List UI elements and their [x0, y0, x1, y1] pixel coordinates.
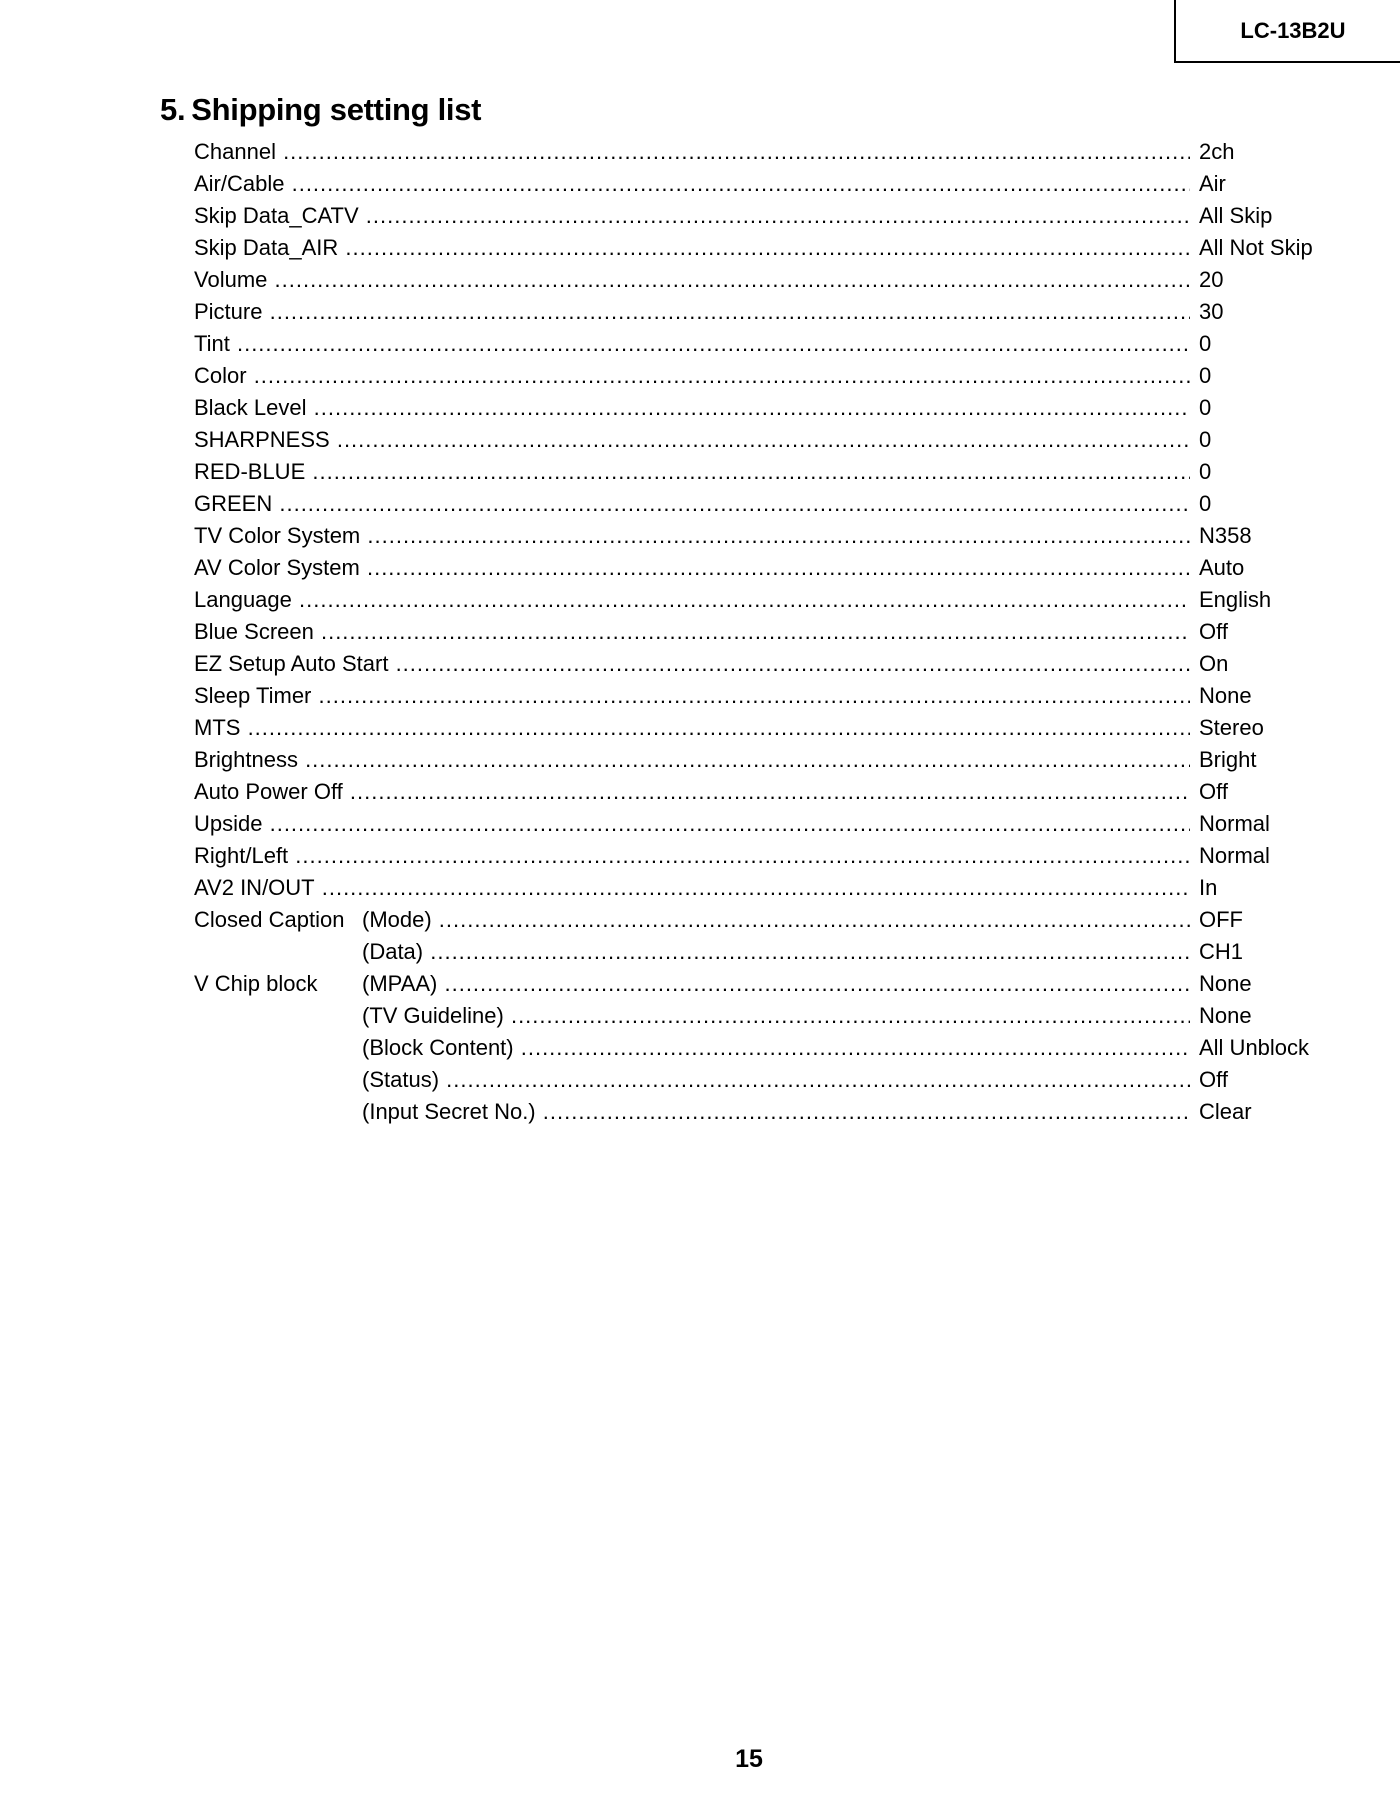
setting-value: All Skip [1199, 203, 1273, 228]
v-chip-sub-label: (Block Content) [362, 1035, 514, 1060]
setting-label: Language [194, 587, 292, 612]
setting-row [194, 840, 1324, 872]
setting-value: Auto [1199, 555, 1245, 580]
setting-row [194, 680, 1324, 712]
setting-label: Blue Screen [194, 619, 314, 644]
setting-label: GREEN [194, 491, 273, 516]
v-chip-row [194, 968, 1324, 1000]
setting-value: Air [1199, 171, 1226, 196]
setting-row [194, 488, 1324, 520]
setting-value: Stereo [1199, 715, 1264, 740]
setting-label: Picture [194, 299, 263, 324]
setting-label: Upside [194, 811, 263, 836]
setting-row [194, 616, 1324, 648]
setting-label: Auto Power Off [194, 779, 343, 804]
v-chip-value: None [1199, 1003, 1252, 1028]
setting-row [194, 648, 1324, 680]
setting-value: Normal [1199, 843, 1270, 868]
setting-value: N358 [1199, 523, 1252, 548]
setting-label: MTS [194, 715, 241, 740]
v-chip-value: None [1199, 971, 1252, 996]
section-title-text: Shipping setting list [191, 92, 482, 127]
setting-label: Air/Cable [194, 171, 285, 196]
setting-value: 0 [1199, 459, 1212, 484]
closed-caption-group-label: Closed Caption [194, 904, 344, 936]
setting-label: Color [194, 363, 247, 388]
setting-label: Right/Left [194, 843, 289, 868]
setting-row [194, 776, 1324, 808]
v-chip-value: All Unblock [1199, 1035, 1310, 1060]
setting-label: Sleep Timer [194, 683, 312, 708]
setting-label: Volume [194, 267, 268, 292]
v-chip-sub-label: (Input Secret No.) [362, 1099, 536, 1124]
v-chip-row [194, 1000, 1324, 1032]
setting-row [194, 200, 1324, 232]
setting-row [194, 168, 1324, 200]
section-title [160, 92, 481, 128]
page-number: 15 [735, 1745, 763, 1773]
setting-value: All Not Skip [1199, 235, 1313, 260]
setting-value: None [1199, 683, 1252, 708]
setting-value: Off [1199, 619, 1228, 644]
setting-row [194, 808, 1324, 840]
closed-caption-sub-label: (Data) [362, 939, 424, 964]
closed-caption-row [194, 936, 1324, 968]
setting-label: AV Color System [194, 555, 360, 580]
setting-row [194, 744, 1324, 776]
settings-list [194, 136, 1324, 1128]
setting-label: RED-BLUE [194, 459, 306, 484]
closed-caption-value: OFF [1199, 907, 1243, 932]
setting-label: Channel [194, 139, 276, 164]
v-chip-row [194, 1032, 1324, 1064]
setting-row [194, 872, 1324, 904]
setting-value: 0 [1199, 363, 1212, 388]
v-chip-row [194, 1064, 1324, 1096]
setting-label: Brightness [194, 747, 298, 772]
setting-value: 30 [1199, 299, 1224, 324]
setting-row [194, 328, 1324, 360]
closed-caption-sub-label: (Mode) [362, 907, 432, 932]
setting-label: Skip Data_AIR [194, 235, 339, 260]
setting-row [194, 552, 1324, 584]
setting-row [194, 424, 1324, 456]
setting-value: 20 [1199, 267, 1224, 292]
v-chip-sub-label: (Status) [362, 1067, 440, 1092]
v-chip-group-label: V Chip block [194, 968, 318, 1000]
setting-row [194, 232, 1324, 264]
setting-label: Skip Data_CATV [194, 203, 359, 228]
setting-value: 2ch [1199, 139, 1235, 164]
setting-value: Normal [1199, 811, 1270, 836]
setting-value: Bright [1199, 747, 1257, 772]
v-chip-sub-label: (MPAA) [362, 971, 438, 996]
setting-value: 0 [1199, 395, 1212, 420]
setting-value: 0 [1199, 491, 1212, 516]
setting-label: Black Level [194, 395, 307, 420]
setting-label: SHARPNESS [194, 427, 330, 452]
closed-caption-row [194, 904, 1324, 936]
setting-value: 0 [1199, 331, 1212, 356]
setting-label: Tint [194, 331, 230, 356]
closed-caption-value: CH1 [1199, 939, 1244, 964]
v-chip-value: Off [1199, 1067, 1228, 1092]
setting-row [194, 520, 1324, 552]
section-number: 5. [160, 92, 186, 127]
setting-value: On [1199, 651, 1229, 676]
setting-value: English [1199, 587, 1272, 612]
model-number: LC-13B2U [1240, 17, 1346, 43]
setting-row [194, 360, 1324, 392]
setting-value: 0 [1199, 427, 1212, 452]
model-number-box [1174, 0, 1400, 63]
setting-value: In [1199, 875, 1218, 900]
setting-label: TV Color System [194, 523, 361, 548]
v-chip-sub-label: (TV Guideline) [362, 1003, 504, 1028]
setting-row [194, 584, 1324, 616]
setting-row [194, 296, 1324, 328]
setting-row [194, 456, 1324, 488]
v-chip-value: Clear [1199, 1099, 1252, 1124]
setting-row [194, 712, 1324, 744]
setting-row [194, 136, 1324, 168]
setting-value: Off [1199, 779, 1228, 804]
setting-row [194, 392, 1324, 424]
setting-label: AV2 IN/OUT [194, 875, 315, 900]
setting-row [194, 264, 1324, 296]
v-chip-row [194, 1096, 1324, 1128]
setting-label: EZ Setup Auto Start [194, 651, 389, 676]
